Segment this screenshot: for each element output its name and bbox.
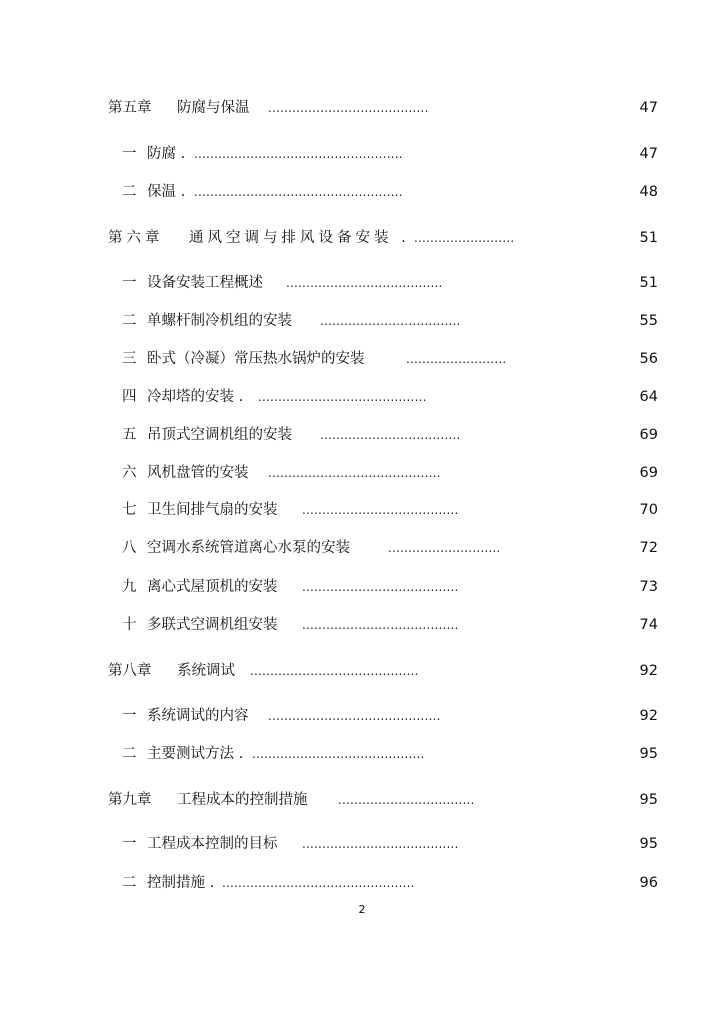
dot-leader: ....................................... xyxy=(302,580,459,594)
section-title: 防腐 . xyxy=(147,146,186,162)
section-title: 吊顶式空调机组的安装 xyxy=(147,427,292,443)
page-number: 95 xyxy=(639,746,658,762)
section-number: 七 xyxy=(122,502,137,518)
page-number: 47 xyxy=(639,146,658,162)
toc-section[interactable] xyxy=(0,386,724,408)
section-title: 空调水系统管道离心水泵的安装 xyxy=(147,540,350,556)
chapter-number: 第八章 xyxy=(108,663,152,679)
section-title: 冷却塔的安装 . xyxy=(147,389,244,405)
dot-leader: ................................................ xyxy=(222,876,415,890)
section-title: 多联式空调机组安装 xyxy=(147,617,278,633)
toc-section[interactable] xyxy=(0,614,724,636)
toc-section[interactable] xyxy=(0,348,724,370)
toc-chapter-8[interactable] xyxy=(0,660,724,682)
page-number: 69 xyxy=(639,465,658,481)
chapter-number: 第九章 xyxy=(108,792,152,808)
toc-chapter-5[interactable] xyxy=(0,97,724,119)
section-title: 工程成本控制的目标 xyxy=(147,836,278,852)
dot-leader: ................................... xyxy=(320,428,461,442)
chapter-number: 第六章 xyxy=(108,230,164,246)
chapter-title: 防腐与保温 xyxy=(177,100,250,116)
page-number: 92 xyxy=(639,708,658,724)
page-number: 73 xyxy=(639,579,658,595)
chapter-title: 通风空调与排风设备安装 . xyxy=(189,230,410,246)
dot-leader: ................................... xyxy=(320,314,461,328)
section-number: 二 xyxy=(122,313,137,329)
page-number: 95 xyxy=(639,836,658,852)
dot-leader: ......................... xyxy=(414,231,515,245)
toc-chapter-9[interactable] xyxy=(0,789,724,811)
dot-leader: .......................................... xyxy=(258,390,427,404)
toc-section[interactable] xyxy=(0,833,724,855)
page-number: 96 xyxy=(639,875,658,891)
section-number: 八 xyxy=(122,540,137,556)
toc-section[interactable] xyxy=(0,181,724,203)
dot-leader: .......................................... xyxy=(250,664,419,678)
section-number: 二 xyxy=(122,746,137,762)
toc-section[interactable] xyxy=(0,537,724,559)
section-number: 一 xyxy=(122,708,137,724)
section-number: 十 xyxy=(122,617,137,633)
page-number: 47 xyxy=(639,100,658,116)
toc-section[interactable] xyxy=(0,272,724,294)
dot-leader: .................................................... xyxy=(194,147,403,161)
dot-leader: ........................................ xyxy=(268,101,429,115)
chapter-title: 工程成本的控制措施 xyxy=(177,792,308,808)
section-number: 二 xyxy=(122,875,137,891)
section-title: 离心式屋顶机的安装 xyxy=(147,579,278,595)
chapter-number: 第五章 xyxy=(108,100,152,116)
section-title: 卫生间排气扇的安装 xyxy=(147,502,278,518)
toc-section[interactable] xyxy=(0,310,724,332)
section-title: 保温 . xyxy=(147,184,186,200)
section-number: 二 xyxy=(122,184,137,200)
page-number: 74 xyxy=(639,617,658,633)
toc-section[interactable] xyxy=(0,143,724,165)
dot-leader: ........................................... xyxy=(268,709,441,723)
toc-section[interactable] xyxy=(0,743,724,765)
section-title: 主要测试方法 . xyxy=(147,746,244,762)
toc-chapter-6[interactable] xyxy=(0,227,724,249)
toc-section[interactable] xyxy=(0,576,724,598)
chapter-title: 系统调试 xyxy=(177,663,235,679)
section-number: 五 xyxy=(122,427,137,443)
section-number: 一 xyxy=(122,146,137,162)
page-number: 72 xyxy=(639,540,658,556)
dot-leader: ......................... xyxy=(406,352,507,366)
section-title: 卧式（冷凝）常压热水锅炉的安装 xyxy=(147,351,365,367)
page-number: 51 xyxy=(639,230,658,246)
section-number: 一 xyxy=(122,836,137,852)
dot-leader: ........................................... xyxy=(268,466,441,480)
dot-leader: ....................................... xyxy=(302,503,459,517)
dot-leader: .................................................... xyxy=(194,185,403,199)
page-number: 95 xyxy=(639,792,658,808)
page-number: 70 xyxy=(639,502,658,518)
page-number: 92 xyxy=(639,663,658,679)
page-number: 69 xyxy=(639,427,658,443)
dot-leader: .................................. xyxy=(338,793,475,807)
page-number: 48 xyxy=(639,184,658,200)
section-number: 三 xyxy=(122,351,137,367)
page-number: 56 xyxy=(639,351,658,367)
toc-section[interactable] xyxy=(0,705,724,727)
dot-leader: ....................................... xyxy=(302,618,459,632)
section-number: 九 xyxy=(122,579,137,595)
section-title: 风机盘管的安装 xyxy=(147,465,249,481)
toc-section[interactable] xyxy=(0,872,724,894)
section-title: 系统调试的内容 xyxy=(147,708,249,724)
dot-leader: ............................ xyxy=(388,541,501,555)
dot-leader: ........................................... xyxy=(252,747,425,761)
page-number: 51 xyxy=(639,275,658,291)
footer-page-number: 2 xyxy=(358,903,366,916)
toc-section[interactable] xyxy=(0,424,724,446)
dot-leader: ....................................... xyxy=(286,276,443,290)
toc-section[interactable] xyxy=(0,462,724,484)
section-title: 控制措施 . xyxy=(147,875,215,891)
section-title: 设备安装工程概述 xyxy=(147,275,263,291)
section-title: 单螺杆制冷机组的安装 xyxy=(147,313,292,329)
toc-section[interactable] xyxy=(0,499,724,521)
section-number: 一 xyxy=(122,275,137,291)
dot-leader: ....................................... xyxy=(302,837,459,851)
section-number: 六 xyxy=(122,465,137,481)
page-number: 55 xyxy=(639,313,658,329)
section-number: 四 xyxy=(122,389,137,405)
page-number: 64 xyxy=(639,389,658,405)
